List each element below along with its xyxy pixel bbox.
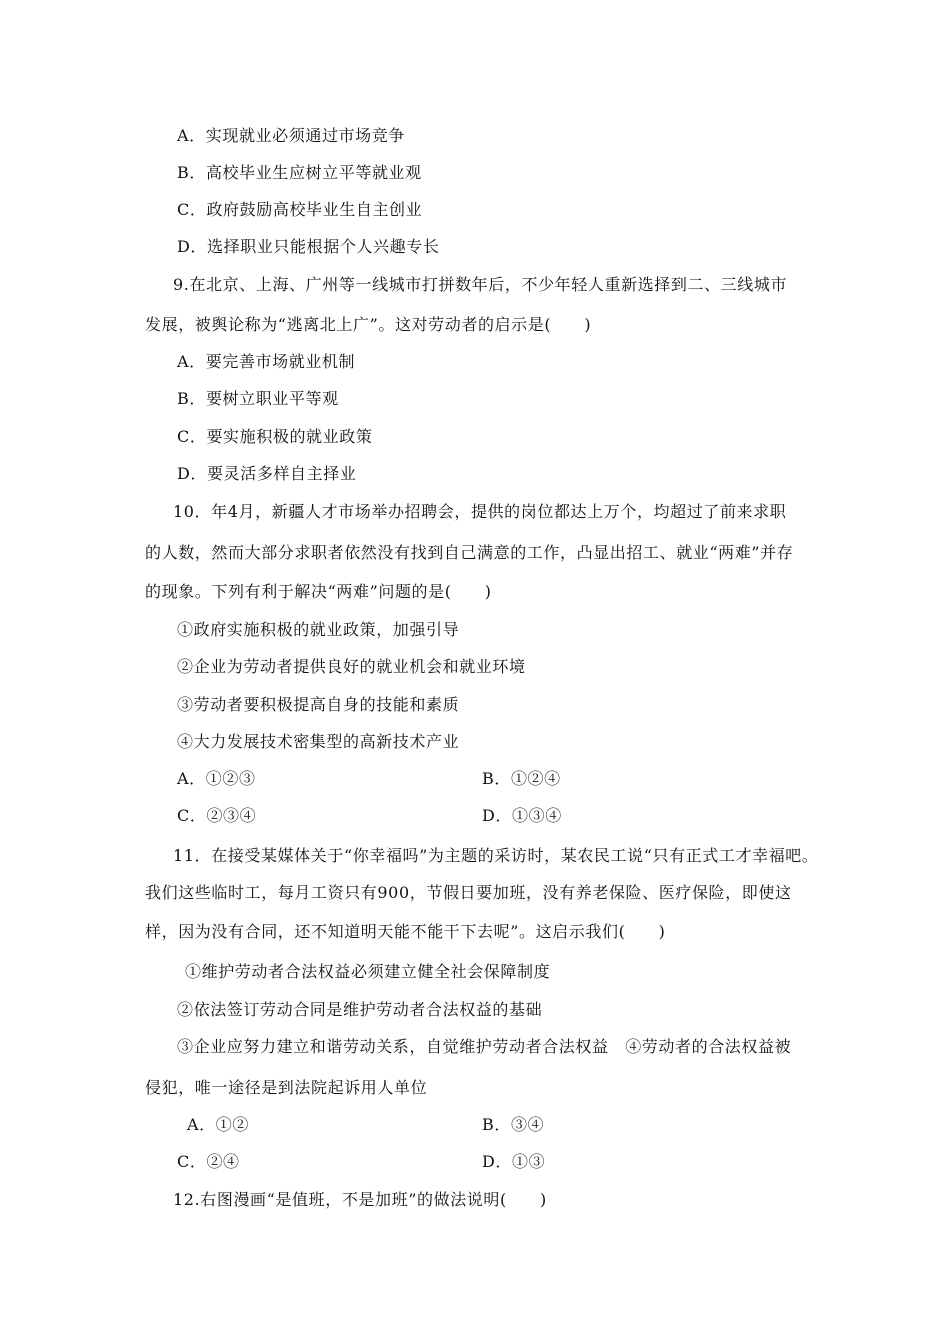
q12-stem: 12.右图漫画“是值班，不是加班”的做法说明( ) <box>173 1190 547 1209</box>
q10-statement: ①政府实施积极的就业政策，加强引导 <box>177 620 460 639</box>
q10-option-d: D．①③④ <box>482 806 562 825</box>
q10-stem: 的人数，然而大部分求职者依然没有找到自己满意的工作，凸显出招工、就业“两难”并存 <box>145 543 794 562</box>
q9-option-b: B．要树立职业平等观 <box>177 389 339 408</box>
q8-option-c: C．政府鼓励高校毕业生自主创业 <box>177 200 423 219</box>
q10-stem: 的现象。下列有利于解决“两难”问题的是( ) <box>145 582 492 601</box>
q9-stem: 9.在北京、上海、广州等一线城市打拼数年后，不少年轻人重新选择到二、三线城市 <box>173 275 788 294</box>
q11-stem: 样，因为没有合同，还不知道明天能不能干下去呢”。这启示我们( ) <box>145 922 666 941</box>
q9-option-a: A．要完善市场就业机制 <box>177 352 356 371</box>
q11-option-a: A．①② <box>187 1115 249 1134</box>
q11-statement: ③企业应努力建立和谐劳动关系，自觉维护劳动者合法权益 ④劳动者的合法权益被 <box>177 1037 792 1056</box>
q10-statement: ③劳动者要积极提高自身的技能和素质 <box>177 695 460 714</box>
q11-stem: 11．在接受某媒体关于“你幸福吗”为主题的采访时，某农民工说“只有正式工才幸福吧。 <box>173 846 819 865</box>
q9-option-d: D．要灵活多样自主择业 <box>177 464 357 483</box>
q11-option-c: C．②④ <box>177 1152 240 1171</box>
q10-stem: 10．年4月，新疆人才市场举办招聘会，提供的岗位都达上万个，均超过了前来求职 <box>173 502 787 521</box>
q11-statement: ②依法签订劳动合同是维护劳动者合法权益的基础 <box>177 1000 543 1019</box>
q11-stem: 我们这些临时工，每月工资只有900，节假日要加班，没有养老保险、医疗保险，即使这 <box>145 883 792 902</box>
q10-option-a: A．①②③ <box>177 769 256 788</box>
q10-statement: ④大力发展技术密集型的高新技术产业 <box>177 732 460 751</box>
q11-statement: ①维护劳动者合法权益必须建立健全社会保障制度 <box>185 962 551 981</box>
q10-statement: ②企业为劳动者提供良好的就业机会和就业环境 <box>177 657 526 676</box>
q10-option-c: C．②③④ <box>177 806 257 825</box>
q8-option-b: B．高校毕业生应树立平等就业观 <box>177 163 422 182</box>
q11-option-b: B．③④ <box>482 1115 545 1134</box>
q11-option-d: D．①③ <box>482 1152 546 1171</box>
q8-option-d: D．选择职业只能根据个人兴趣专长 <box>177 237 440 256</box>
q8-option-a: A．实现就业必须通过市场竞争 <box>177 126 405 145</box>
q10-option-b: B．①②④ <box>482 769 561 788</box>
q11-statement: 侵犯，唯一途径是到法院起诉用人单位 <box>145 1078 428 1097</box>
q9-stem: 发展，被舆论称为“逃离北上广”。这对劳动者的启示是( ) <box>145 315 592 334</box>
q9-option-c: C．要实施积极的就业政策 <box>177 427 373 446</box>
